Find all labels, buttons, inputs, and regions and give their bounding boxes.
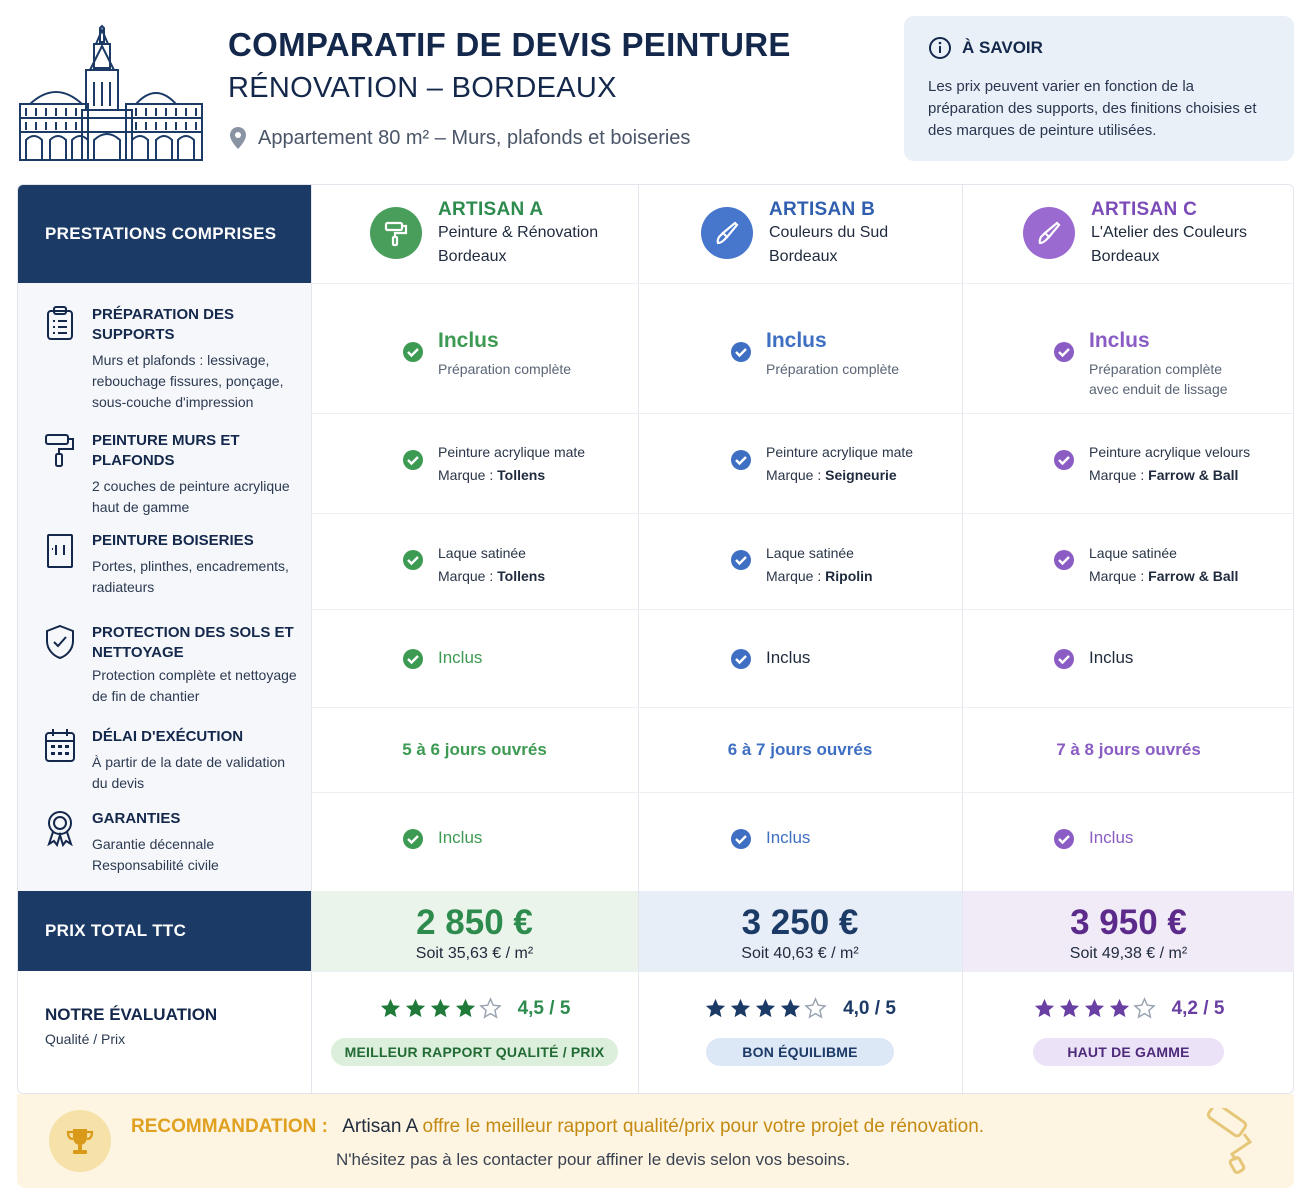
cell-protection-a bbox=[402, 648, 482, 670]
cell-wood-a bbox=[402, 542, 545, 588]
detail-text: avec enduit de lissage bbox=[1089, 381, 1228, 397]
star-rating bbox=[311, 997, 638, 1020]
price-amount: 3 250 € bbox=[741, 903, 859, 942]
status-text: Inclus bbox=[766, 329, 827, 352]
divider bbox=[311, 513, 1293, 514]
star-filled-icon bbox=[454, 997, 477, 1020]
divider bbox=[311, 792, 1293, 793]
artisan-c-city: Bordeaux bbox=[1091, 248, 1160, 265]
paint-brush-icon bbox=[713, 219, 741, 247]
row-title: DÉLAI D'EXÉCUTION bbox=[92, 728, 244, 745]
price-a bbox=[311, 891, 638, 971]
check-circle-icon bbox=[402, 549, 424, 571]
detail-text: Préparation complète bbox=[1089, 361, 1223, 377]
cell-prep-b bbox=[730, 329, 899, 379]
cell-guarantee-b bbox=[730, 828, 810, 850]
paint-type: Laque satinée bbox=[1089, 545, 1177, 561]
recommendation-line-2: N'hésitez pas à les contacter pour affiner le devis selon vos besoins. bbox=[336, 1150, 851, 1169]
rating-score: 4,2 / 5 bbox=[1171, 997, 1225, 1019]
recommendation-banner bbox=[17, 1094, 1294, 1188]
star-filled-icon bbox=[429, 997, 452, 1020]
check-circle-icon bbox=[730, 341, 752, 363]
info-icon bbox=[928, 36, 952, 60]
info-box bbox=[904, 16, 1294, 161]
detail-text: Préparation complète bbox=[438, 361, 572, 377]
artisan-a-city: Bordeaux bbox=[438, 248, 507, 265]
brand-name: Seigneurie bbox=[825, 467, 897, 483]
cell-walls-a bbox=[402, 441, 585, 487]
brand-label: Marque : bbox=[438, 568, 494, 584]
artisan-b-header bbox=[701, 185, 888, 283]
star-empty-icon bbox=[479, 997, 502, 1020]
artisan-c-company: L'Atelier des Couleurs bbox=[1091, 224, 1248, 241]
artisan-b-company: Couleurs du Sud bbox=[769, 224, 889, 241]
label-column-header: PRESTATIONS COMPRISES bbox=[18, 185, 311, 283]
paint-type: Laque satinée bbox=[438, 545, 526, 561]
artisan-a-name: ARTISAN A bbox=[438, 199, 544, 220]
status-text: Inclus bbox=[438, 329, 499, 352]
star-rating bbox=[638, 997, 962, 1020]
star-filled-icon bbox=[1033, 997, 1056, 1020]
cell-prep-c bbox=[1053, 329, 1228, 399]
delay-a: 5 à 6 jours ouvrés bbox=[402, 740, 547, 759]
info-title: À SAVOIR bbox=[962, 38, 1043, 57]
row-title: PEINTURE MURS ET PLAFONDS bbox=[92, 432, 240, 469]
row-label-preparation bbox=[18, 305, 311, 413]
cell-prep-a bbox=[402, 329, 571, 379]
brand-label: Marque : bbox=[766, 467, 822, 483]
star-empty-icon bbox=[804, 997, 827, 1020]
artisan-c-name: ARTISAN C bbox=[1091, 199, 1198, 220]
info-text: Les prix peuvent varier en fonction de la préparation des supports, des finitions choisies et des marques de peinture utilisées. bbox=[928, 78, 1257, 139]
brand-label: Marque : bbox=[1089, 467, 1145, 483]
status-text: Inclus bbox=[1089, 828, 1134, 847]
row-desc: Protection complète et nettoyage de fin de chantier bbox=[92, 667, 297, 704]
brand-name: Farrow & Ball bbox=[1148, 568, 1239, 584]
row-label-woodwork bbox=[18, 531, 311, 598]
divider bbox=[311, 971, 1293, 972]
star-filled-icon bbox=[1083, 997, 1106, 1020]
check-circle-icon bbox=[730, 449, 752, 471]
page-subtitle: RÉNOVATION – BORDEAUX bbox=[228, 72, 617, 104]
rating-b bbox=[638, 997, 962, 1066]
check-circle-icon bbox=[1053, 449, 1075, 471]
check-circle-icon bbox=[730, 549, 752, 571]
brand-label: Marque : bbox=[1089, 568, 1145, 584]
star-filled-icon bbox=[404, 997, 427, 1020]
recommended-artisan: Artisan A bbox=[342, 1116, 418, 1137]
price-label: PRIX TOTAL TTC bbox=[18, 891, 311, 971]
brand-name: Tollens bbox=[497, 467, 546, 483]
artisan-b-city: Bordeaux bbox=[769, 248, 838, 265]
delay-b: 6 à 7 jours ouvrés bbox=[727, 740, 873, 759]
star-filled-icon bbox=[1108, 997, 1131, 1020]
price-amount: 3 950 € bbox=[1070, 903, 1187, 942]
bordeaux-landmark-icon bbox=[16, 22, 206, 164]
artisan-a-avatar bbox=[370, 207, 422, 259]
price-amount: 2 850 € bbox=[416, 903, 533, 942]
detail-text: Préparation complète bbox=[766, 361, 900, 377]
cell-guarantee-a bbox=[402, 828, 482, 850]
star-rating bbox=[962, 997, 1295, 1020]
check-circle-icon bbox=[730, 648, 752, 670]
star-empty-icon bbox=[1133, 997, 1156, 1020]
cell-protection-b bbox=[730, 648, 810, 670]
page-title: COMPARATIF DE DEVIS PEINTURE bbox=[228, 26, 791, 63]
star-filled-icon bbox=[754, 997, 777, 1020]
brand-name: Tollens bbox=[497, 568, 546, 584]
check-circle-icon bbox=[1053, 648, 1075, 670]
evaluation-title: NOTRE ÉVALUATION bbox=[45, 1005, 218, 1024]
paint-type: Peinture acrylique mate bbox=[766, 444, 914, 460]
status-text: Inclus bbox=[438, 648, 483, 667]
row-desc: Garantie décennale Responsabilité civile bbox=[92, 836, 219, 873]
row-title: PROTECTION DES SOLS ET NETTOYAGE bbox=[92, 624, 294, 661]
status-text: Inclus bbox=[1089, 648, 1134, 667]
star-filled-icon bbox=[729, 997, 752, 1020]
trophy-icon bbox=[64, 1125, 96, 1157]
row-label-protection bbox=[18, 623, 311, 707]
row-desc: 2 couches de peinture acrylique haut de gamme bbox=[92, 478, 290, 515]
row-label-guarantees bbox=[18, 809, 311, 876]
divider bbox=[311, 707, 1293, 708]
star-filled-icon bbox=[704, 997, 727, 1020]
evaluation-subtitle: Qualité / Prix bbox=[45, 1031, 126, 1047]
status-text: Inclus bbox=[438, 828, 483, 847]
price-c bbox=[962, 891, 1295, 971]
evaluation-label bbox=[45, 1005, 217, 1047]
status-text: Inclus bbox=[766, 828, 811, 847]
recommendation-line-1 bbox=[131, 1116, 984, 1138]
brand-name: Ripolin bbox=[825, 568, 873, 584]
artisan-c-avatar bbox=[1023, 207, 1075, 259]
paint-roller-icon bbox=[1194, 1108, 1262, 1174]
artisan-a-company: Peinture & Rénovation bbox=[438, 224, 599, 241]
brand-name: Farrow & Ball bbox=[1148, 467, 1239, 483]
artisan-b-name: ARTISAN B bbox=[769, 199, 876, 220]
comparison-table bbox=[17, 184, 1294, 1094]
map-pin-icon bbox=[228, 126, 248, 150]
row-desc: Murs et plafonds : lessivage, rebouchage fissures, ponçage, sous-couche d'impression bbox=[92, 352, 284, 410]
paint-roller-icon bbox=[42, 431, 78, 469]
status-text: Inclus bbox=[766, 648, 811, 667]
clipboard-icon bbox=[42, 305, 78, 343]
divider bbox=[311, 413, 1293, 414]
cell-wood-c bbox=[1053, 542, 1238, 588]
cell-protection-c bbox=[1053, 648, 1133, 670]
check-circle-icon bbox=[402, 828, 424, 850]
calendar-icon bbox=[42, 727, 78, 765]
check-circle-icon bbox=[402, 648, 424, 670]
rating-a bbox=[311, 997, 638, 1066]
delay-c: 7 à 8 jours ouvrés bbox=[1056, 740, 1201, 759]
cell-walls-c bbox=[1053, 441, 1250, 487]
row-title: GARANTIES bbox=[92, 810, 181, 827]
check-circle-icon bbox=[402, 449, 424, 471]
price-b bbox=[638, 891, 962, 971]
row-label-delay bbox=[18, 727, 311, 794]
divider bbox=[311, 283, 1293, 284]
check-circle-icon bbox=[1053, 341, 1075, 363]
rating-score: 4,0 / 5 bbox=[843, 997, 896, 1019]
award-ribbon-icon bbox=[42, 809, 78, 847]
paint-type: Peinture acrylique velours bbox=[1089, 444, 1251, 460]
brand-label: Marque : bbox=[766, 568, 822, 584]
artisan-a-header bbox=[370, 185, 598, 283]
cell-walls-b bbox=[730, 441, 913, 487]
star-filled-icon bbox=[1058, 997, 1081, 1020]
rating-score: 4,5 / 5 bbox=[517, 997, 571, 1019]
location-text: Appartement 80 m² – Murs, plafonds et boiseries bbox=[258, 126, 691, 149]
row-title: PRÉPARATION DES SUPPORTS bbox=[92, 306, 234, 343]
check-circle-icon bbox=[1053, 549, 1075, 571]
cell-wood-b bbox=[730, 542, 873, 588]
project-location bbox=[228, 126, 690, 150]
rating-badge: HAUT DE GAMME bbox=[1033, 1038, 1223, 1066]
row-label-walls bbox=[18, 431, 311, 518]
price-per-m2: Soit 35,63 € / m² bbox=[415, 945, 534, 962]
row-title: PEINTURE BOISERIES bbox=[92, 532, 254, 549]
check-circle-icon bbox=[730, 828, 752, 850]
rating-badge: BON ÉQUILIBME bbox=[706, 1038, 893, 1066]
recommendation-label: RECOMMANDATION : bbox=[131, 1116, 329, 1137]
check-circle-icon bbox=[1053, 828, 1075, 850]
divider bbox=[311, 609, 1293, 610]
cell-guarantee-c bbox=[1053, 828, 1133, 850]
door-icon bbox=[42, 531, 78, 569]
star-filled-icon bbox=[779, 997, 802, 1020]
status-text: Inclus bbox=[1089, 329, 1150, 352]
row-desc: Portes, plinthes, encadrements, radiateurs bbox=[92, 558, 289, 595]
paint-type: Peinture acrylique mate bbox=[438, 444, 586, 460]
price-per-m2: Soit 40,63 € / m² bbox=[741, 945, 859, 962]
artisan-b-avatar bbox=[701, 207, 753, 259]
star-filled-icon bbox=[379, 997, 402, 1020]
paint-type: Laque satinée bbox=[766, 545, 854, 561]
brand-label: Marque : bbox=[438, 467, 494, 483]
rating-badge: MEILLEUR RAPPORT QUALITÉ / PRIX bbox=[331, 1038, 619, 1066]
price-per-m2: Soit 49,38 € / m² bbox=[1069, 945, 1188, 962]
artisan-c-header bbox=[1023, 185, 1247, 283]
shield-check-icon bbox=[42, 623, 78, 661]
paint-brush-icon bbox=[1035, 219, 1063, 247]
recommendation-text: offre le meilleur rapport qualité/prix pour votre projet de rénovation. bbox=[422, 1116, 985, 1137]
check-circle-icon bbox=[402, 341, 424, 363]
rating-c bbox=[962, 997, 1295, 1066]
trophy-badge bbox=[49, 1110, 111, 1172]
row-desc: À partir de la date de validation du devis bbox=[92, 754, 286, 791]
paint-roller-icon bbox=[382, 219, 410, 247]
